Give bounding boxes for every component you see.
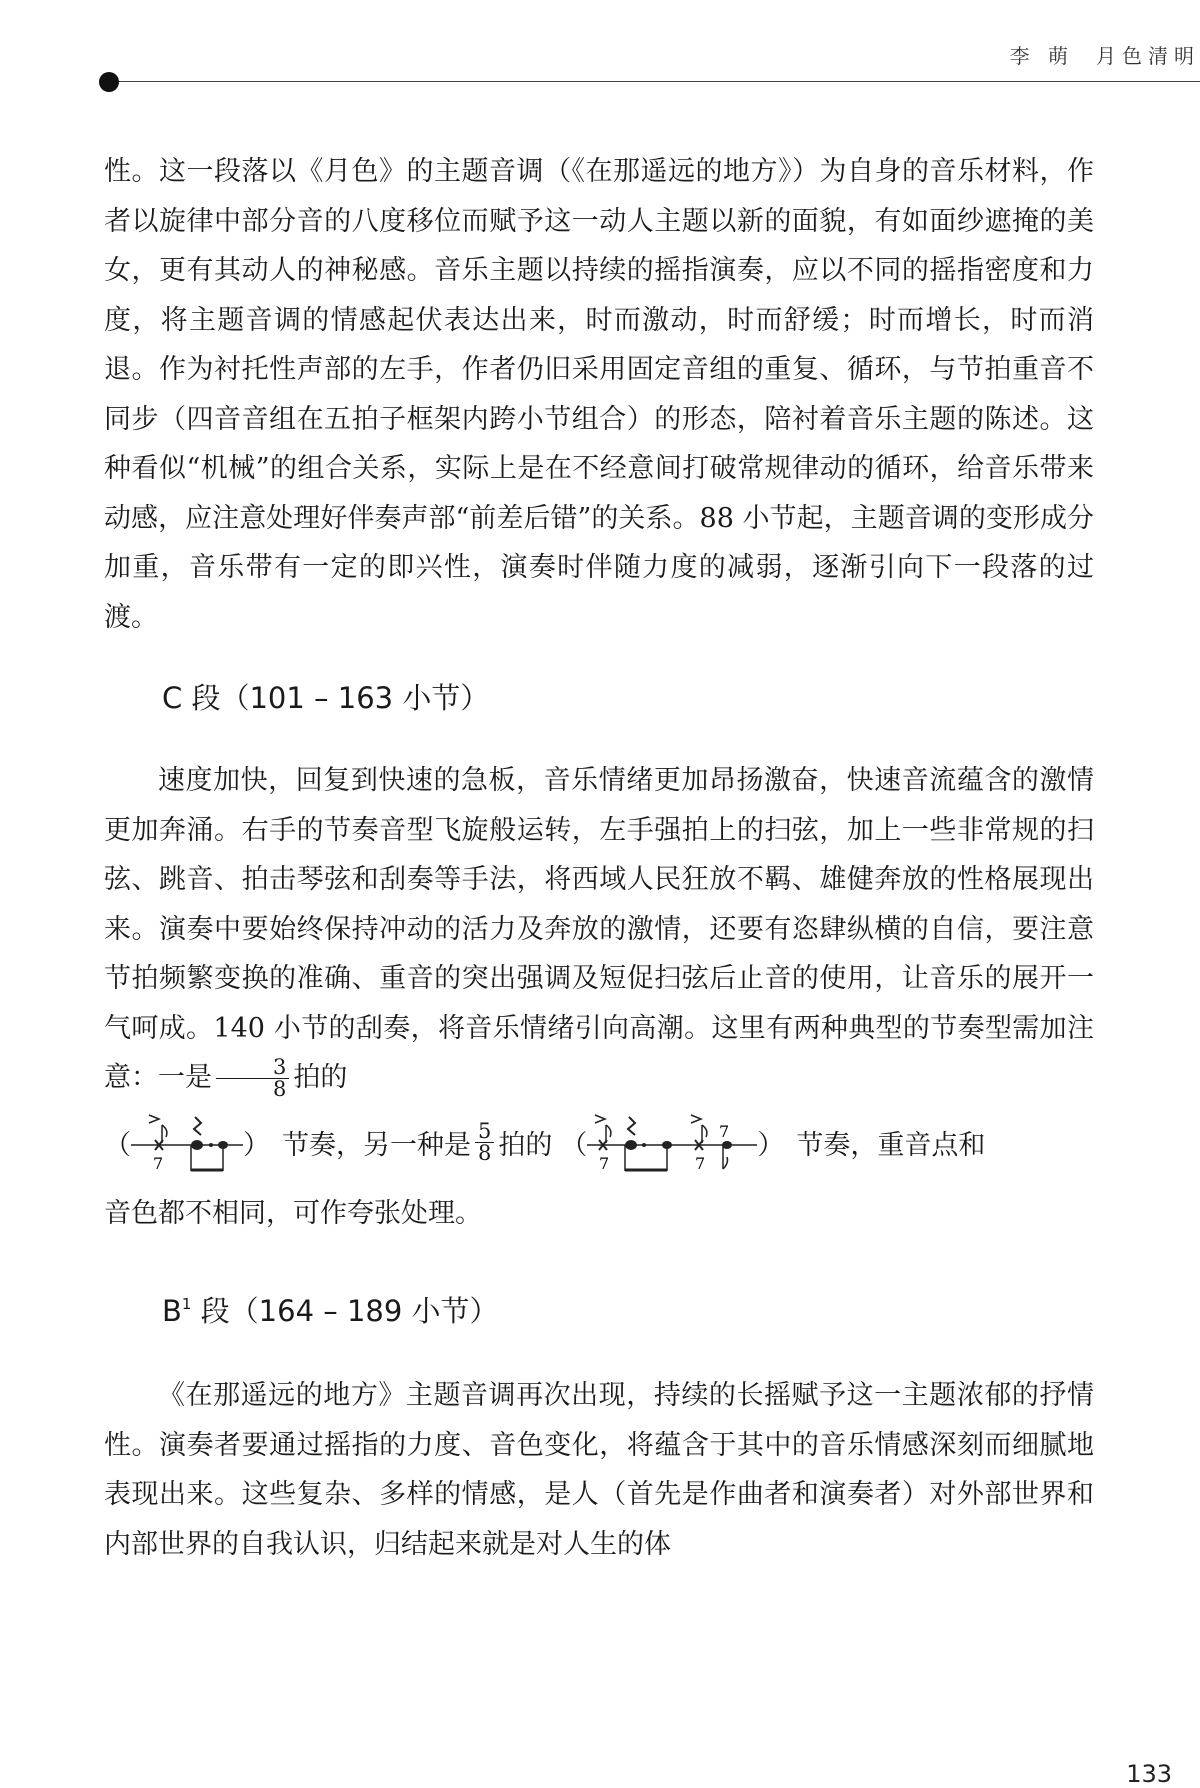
page-body xyxy=(104,147,1094,1569)
section-b1-superscript: 1 xyxy=(181,1295,192,1313)
rhythm-line-text-3: 节奏，重音点和 xyxy=(796,1130,986,1161)
rhythm-pattern-2-notation xyxy=(587,1111,757,1175)
fraction-3-8 xyxy=(216,1057,289,1100)
paragraph-1: 性。这一段落以《月色》的主题音调（《在那遥远的地方》）为自身的音乐材料，作者以旋律中部分音的八度移位而赋予这一动人主题以新的面貌，有如面纱遮掩的美女，更有其动人的神秘感。音乐主题以持续的摇指演奏，应以不同的摇指密度和力度，将主题音调的情感起伏表达出来，时而激动，时而舒缓；时而增长，时而消退。作为衬托性声部的左手，作者仍旧采用固定音组的重复、循环，与节拍重音不同步（四音音组在五拍子框架内跨小节组合）的形态，陪衬着音乐主题的陈述。这种看似“机械”的组合关系，实际上是在不经意间打破常规律动的循环，给音乐带来动感，应注意处理好伴奏声部“前差后错”的关系。88 小节起，主题音调的变形成分加重，音乐带有一定的即兴性，演奏时伴随力度的减弱，逐渐引向下一段落的过渡。 xyxy=(104,156,1094,633)
paragraph-2-tail: 拍的 xyxy=(293,1062,348,1093)
rhythm-examples-line xyxy=(104,1103,1094,1183)
paragraph-3: 《在那遥远的地方》主题音调再次出现，持续的长摇赋予这一主题浓郁的抒情性。演奏者要通过摇指的力度、音色变化，将蕴含于其中的音乐情感深刻而细腻地表现出来。这些复杂、多样的情感，是人（首先是作曲者和演奏者）对外部世界和内部世界的自我认识，归结起来就是对人生的体 xyxy=(104,1380,1094,1560)
rhythm-1-close-paren: ） xyxy=(243,1130,270,1161)
fraction-5-8 xyxy=(475,1121,494,1164)
rhythm-2-close-paren: ） xyxy=(757,1130,785,1161)
svg-text:7: 7 xyxy=(153,1153,164,1173)
rhythm-line-text-2: 拍的 xyxy=(498,1130,553,1161)
page-number: 133 xyxy=(1126,1760,1172,1788)
svg-text:7: 7 xyxy=(695,1153,706,1173)
rhythm-pattern-1-notation xyxy=(131,1111,243,1175)
paragraph-2 xyxy=(104,756,1094,1103)
fraction-3-8-numerator: 3 xyxy=(216,1057,289,1079)
paragraph-2-continued: 音色都不相同，可作夸张处理。 xyxy=(104,1197,482,1229)
paragraph-2-text: 速度加快，回复到快速的急板，音乐情绪更加昂扬激奋，快速音流蕴含的激情更加奔涌。右手的节奏音型飞旋般运转，左手强拍上的扫弦，加上一些非常规的扫弦、跳音、拍击琴弦和刮奏等手法，将西域人民狂放不羁、雄健奔放的性格展现出来。演奏中要始终保持冲动的活力及奔放的激情，还要有恣肆纵横的自信，要注意节拍频繁变换的准确、重音的突出强调及短促扫弦后止音的使用，让音乐的展开一气呵成。140 小节的刮奏，将音乐情绪引向高潮。这里有两种典型的节奏型需加注意：一是 xyxy=(104,765,1094,1093)
header-author: 李 萌 xyxy=(1009,44,1074,68)
header-title: 月色清明 xyxy=(1096,44,1200,68)
fraction-5-8-numerator: 5 xyxy=(475,1121,494,1143)
header-rule xyxy=(112,81,1200,82)
section-heading-c: C 段（101 – 163 小节） xyxy=(162,681,490,715)
rhythm-2-open-paren: （ xyxy=(560,1130,588,1161)
section-b1-letter: B xyxy=(162,1294,182,1328)
fraction-5-8-denominator: 8 xyxy=(478,1141,492,1165)
svg-text:7: 7 xyxy=(599,1153,610,1173)
section-heading-b1 xyxy=(104,1284,1094,1331)
rhythm-line-text-1: 节奏，另一种是 xyxy=(282,1130,471,1161)
running-head xyxy=(1010,40,1200,69)
section-b1-label: 段（164 – 189 小节） xyxy=(191,1294,499,1328)
header-dot-ornament xyxy=(99,72,119,92)
svg-text:7: 7 xyxy=(719,1121,730,1141)
rhythm-1-open-paren: （ xyxy=(104,1130,131,1161)
fraction-3-8-denominator: 8 xyxy=(273,1077,287,1101)
